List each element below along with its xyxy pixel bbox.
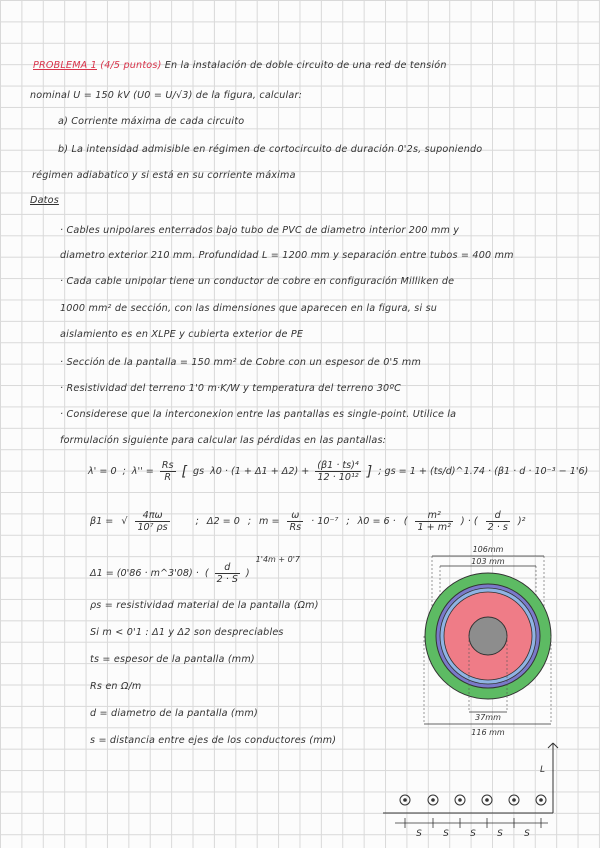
lambda1-formula: λ' = 0 bbox=[88, 466, 117, 477]
spacing-label: S bbox=[416, 829, 422, 839]
lambda0-lhs: λ0 = 6 · bbox=[357, 516, 396, 527]
beta-lhs: β1 = bbox=[90, 516, 114, 527]
cable-position-core bbox=[431, 798, 435, 802]
intro-line-1: En la instalación de doble circuito de una red de tensión bbox=[164, 60, 447, 71]
def-cond: Si m < 0'1 : Δ1 y Δ2 son despreciables bbox=[90, 627, 284, 638]
cable-position-core bbox=[403, 798, 407, 802]
datos-1-line-1: · Cables unipolares enterrados bajo tubo de PVC de diametro interior 200 mm y bbox=[60, 225, 460, 236]
problem-points: (4/5 puntos) bbox=[100, 60, 162, 71]
dim-core: 37mm bbox=[475, 713, 501, 722]
delta1-exponent: 1'4m + 0'7 bbox=[255, 555, 301, 564]
cable-positions bbox=[400, 795, 546, 805]
formula-lambda: λ' = 0 ; λ'' = $\frac{Rs}{R}$ [ gs λ0 · (1 + Δ1 + Δ2) + $\frac{\text{(β1 · ts)⁴}}{\text{12 · 10¹²}}$ ] ; gs = 1 + (ts/d)^1.74 · (β1 · d · 10⁻³ − 1'6) bbox=[88, 460, 589, 483]
spacing-label: S bbox=[470, 829, 476, 839]
m-fraction: $\frac{\omega}{Rs}$ bbox=[289, 510, 302, 533]
lambda2-lhs: λ'' = bbox=[131, 466, 154, 477]
problem-title: PROBLEMA 1 bbox=[33, 60, 97, 71]
beta-fraction: $\frac{4\pi\omega}{\text{10⁷ ρs}}$ bbox=[137, 510, 168, 533]
intro-line-2: nominal U = 150 kV (U0 = U/√3) de la figura, calcular: bbox=[30, 90, 303, 101]
cable-position-core bbox=[512, 798, 516, 802]
m-tail: · 10⁻⁷ bbox=[311, 516, 339, 527]
def-d: d = diametro de la pantalla (mm) bbox=[90, 708, 258, 719]
gs-formula: ; gs = 1 + (ts/d)^1.74 · (β1 · d · 10⁻³ − 1'6) bbox=[378, 466, 589, 477]
depth-label: L bbox=[540, 765, 546, 775]
cable-position-core bbox=[485, 798, 489, 802]
def-rho: ρs = resistividad material de la pantalla (Ωm) bbox=[90, 600, 319, 611]
cable-conductor bbox=[469, 617, 507, 655]
m-lhs: m = bbox=[259, 516, 280, 527]
def-ts: ts = espesor de la pantalla (mm) bbox=[90, 654, 255, 665]
datos-3: · Sección de la pantalla = 150 mm² de Cobre con un espesor de 0'5 mm bbox=[60, 357, 421, 368]
gs-factor: gs bbox=[192, 466, 205, 477]
lambda0-d-fraction: $\frac{d}{2 \cdot s}$ bbox=[487, 510, 508, 533]
cable-position-core bbox=[458, 798, 462, 802]
cable-position-core bbox=[539, 798, 543, 802]
datos-5-line-2: formulación siguiente para calcular las pérdidas en las pantallas: bbox=[60, 435, 387, 446]
datos-2-line-1: · Cada cable unipolar tiene un conductor de cobre en configuración Milliken de bbox=[60, 276, 455, 287]
formula-beta-row: β1 = √ $\frac{4\pi\omega}{\text{10⁷ ρs}}$ ; Δ2 = 0 ; m = $\frac{\omega}{Rs}$ · 10⁻⁷ ; λ0 = 6 · ( $\frac{\text{m²}}{\text{1 + m²}}$ ) · ( $\frac{d}{2 \cdot s}$ )² bbox=[90, 510, 526, 533]
lambda0-m-fraction: $\frac{\text{m²}}{\text{1 + m²}}$ bbox=[417, 510, 451, 533]
dim-outer-bottom: 116 mm bbox=[471, 728, 505, 737]
datos-5-line-1: · Considerese que la interconexion entre las pantallas es single-point. Utilice la bbox=[60, 409, 457, 420]
def-rs: Rs en Ω/m bbox=[90, 681, 142, 692]
spacing-label: S bbox=[443, 829, 449, 839]
formula-delta1: Δ1 = (0'86 · m^3'08) · ( $\frac{d}{2 \cdot S}$ ) 1'4m + 0'7 bbox=[90, 555, 301, 585]
rs-over-r: $\frac{Rs}{R}$ bbox=[161, 460, 174, 483]
datos-heading: Datos bbox=[30, 195, 59, 206]
delta2-formula: Δ2 = 0 bbox=[206, 516, 240, 527]
bracket-body: λ0 · (1 + Δ1 + Δ2) + bbox=[210, 466, 310, 477]
spacing-label: S bbox=[524, 829, 530, 839]
def-s: s = distancia entre ejes de los conductores (mm) bbox=[90, 735, 337, 746]
datos-4: · Resistividad del terreno 1'0 m·K/W y temperatura del terreno 30ºC bbox=[60, 383, 401, 394]
spacing-label: S bbox=[497, 829, 503, 839]
depth-arrow bbox=[553, 743, 558, 748]
datos-2-line-3: aislamiento es en XLPE y cubierta exterior de PE bbox=[60, 329, 304, 340]
delta1-fraction: $\frac{d}{2 \cdot S}$ bbox=[216, 562, 238, 585]
datos-1-line-2: diametro exterior 210 mm. Profundidad L = 1200 mm y separación entre tubos = 400 mm bbox=[60, 250, 514, 261]
depth-arrow bbox=[548, 743, 553, 748]
delta1-lhs: Δ1 = (0'86 · m^3'08) · bbox=[90, 568, 199, 579]
task-a: a) Corriente máxima de cada circuito bbox=[58, 116, 245, 127]
datos-2-line-2: 1000 mm² de sección, con las dimensiones que aparecen en la figura, si su bbox=[60, 303, 438, 314]
task-b-line-1: b) La intensidad admisible en régimen de cortocircuito de duración 0'2s, suponiendo bbox=[58, 144, 483, 155]
dim-outer-top: 106mm bbox=[472, 545, 504, 554]
task-b-line-2: régimen adiabatico y si está en su corriente máxima bbox=[32, 170, 296, 181]
dim-inner-top: 103 mm bbox=[471, 557, 505, 566]
beta-ts-fraction: $\frac{\text{(β1 · ts)⁴}}{\text{12 · 10¹²}}$ bbox=[317, 460, 359, 483]
